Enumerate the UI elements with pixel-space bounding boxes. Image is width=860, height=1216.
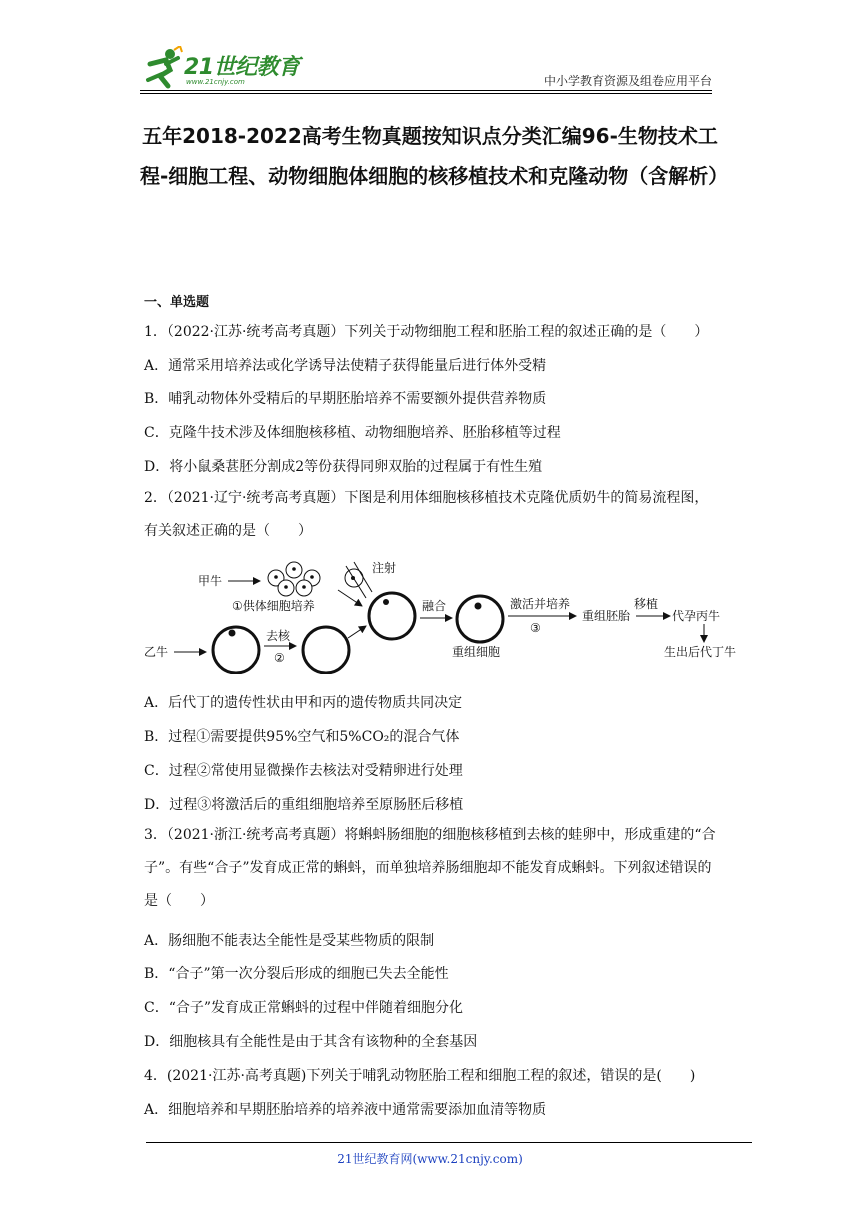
recombinant-cell [457, 596, 503, 642]
label-step3: ③ [530, 621, 541, 635]
arrow [348, 626, 366, 638]
cloning-flow-diagram [140, 556, 760, 674]
option: A．通常采用培养法或化学诱导法使精子获得能量后进行体外受精 [144, 358, 547, 374]
page-header [140, 40, 712, 92]
label-jia: 甲牛 [198, 574, 223, 588]
platform-name: 中小学教育资源及组卷应用平台 [543, 74, 712, 88]
option: C．过程②常使用显微操作去核法对受精卵进行处理 [144, 763, 463, 779]
label-step2: ② [274, 651, 285, 665]
option: A．细胞培养和早期胚胎培养的培养液中通常需要添加血清等物质 [144, 1102, 547, 1118]
option: D．将小鼠桑葚胚分割成2等份获得同卵双胎的过程属于有性生殖 [144, 459, 543, 475]
runner-logo-icon [140, 46, 184, 90]
option: A．肠细胞不能表达全能性是受某些物质的限制 [144, 933, 435, 949]
question-stem: 2．（2021·辽宁·统考高考真题）下图是利用体细胞核移植技术克隆优质奶牛的简易流程图，有关叙述正确的是（ ） [144, 490, 709, 539]
option: B．“合子”第一次分裂后形成的细胞已失去全能性 [144, 966, 449, 982]
label-inject: 注射 [372, 561, 397, 575]
label-remove: 去核 [266, 629, 291, 643]
document-title: 五年2018-2022高考生物真题按知识点分类汇编96-生物技术工程-细胞工程、动物细胞体细胞的核移植技术和克隆动物（含解析） [140, 124, 729, 188]
header-divider [140, 90, 712, 91]
donor-cells [268, 562, 320, 596]
footer-text: 21世纪教育网(www.21cnjy.com) [337, 1152, 523, 1166]
label-step1: ①供体细胞培养 [232, 599, 315, 613]
option: B．过程①需要提供95%空气和5%CO₂的混合气体 [144, 729, 460, 745]
logo [140, 40, 310, 90]
label-recomb-cell: 重组细胞 [452, 645, 501, 659]
option: C．克隆牛技术涉及体细胞核移植、动物细胞培养、胚胎移植等过程 [144, 425, 561, 441]
option: A．后代丁的遗传性状由甲和丙的遗传物质共同决定 [144, 695, 463, 711]
section-heading: 一、单选题 [144, 295, 210, 310]
option: B．哺乳动物体外受精后的早期胚胎培养不需要额外提供营养物质 [144, 391, 547, 407]
label-surrogate: 代孕丙牛 [672, 609, 721, 623]
label-fuse: 融合 [422, 599, 447, 613]
label-activate: 激活并培养 [510, 597, 571, 611]
footer-divider [146, 1142, 752, 1143]
injected-oocyte [369, 593, 415, 639]
header-divider [140, 93, 712, 94]
label-offspring: 生出后代丁牛 [664, 645, 737, 659]
option: D．细胞核具有全能性是由于其含有该物种的全套基因 [144, 1034, 478, 1050]
question-stem: 1．（2022·江苏·统考高考真题）下列关于动物细胞工程和胚胎工程的叙述正确的是（ ） [144, 324, 709, 340]
arrow [338, 590, 362, 606]
logo-url: www.21cnjy.com [186, 78, 245, 86]
oocyte [213, 627, 259, 673]
question-stem: 3．（2021·浙江·统考高考真题）将蝌蚪肠细胞的细胞核移植到去核的蛙卵中，形成重建的“合子”。有些“合子”发育成正常的蝌蚪，而单独培养肠细胞却不能发育成蝌蚪。下列叙述错误的是（ ） [144, 827, 716, 909]
label-yi: 乙牛 [144, 645, 169, 659]
option: C．“合子”发育成正常蝌蚪的过程中伴随着细胞分化 [144, 1000, 464, 1016]
label-recomb-embryo: 重组胚胎 [582, 609, 631, 623]
option: D．过程③将激活后的重组细胞培养至原肠胚后移植 [144, 797, 464, 813]
label-transfer: 移植 [634, 597, 659, 611]
enucleated-oocyte [303, 627, 349, 673]
question-stem: 4．(2021·江苏·高考真题)下列关于哺乳动物胚胎工程和细胞工程的叙述，错误的是( ) [144, 1068, 696, 1084]
logo-text: 21世纪教育 [184, 55, 300, 80]
